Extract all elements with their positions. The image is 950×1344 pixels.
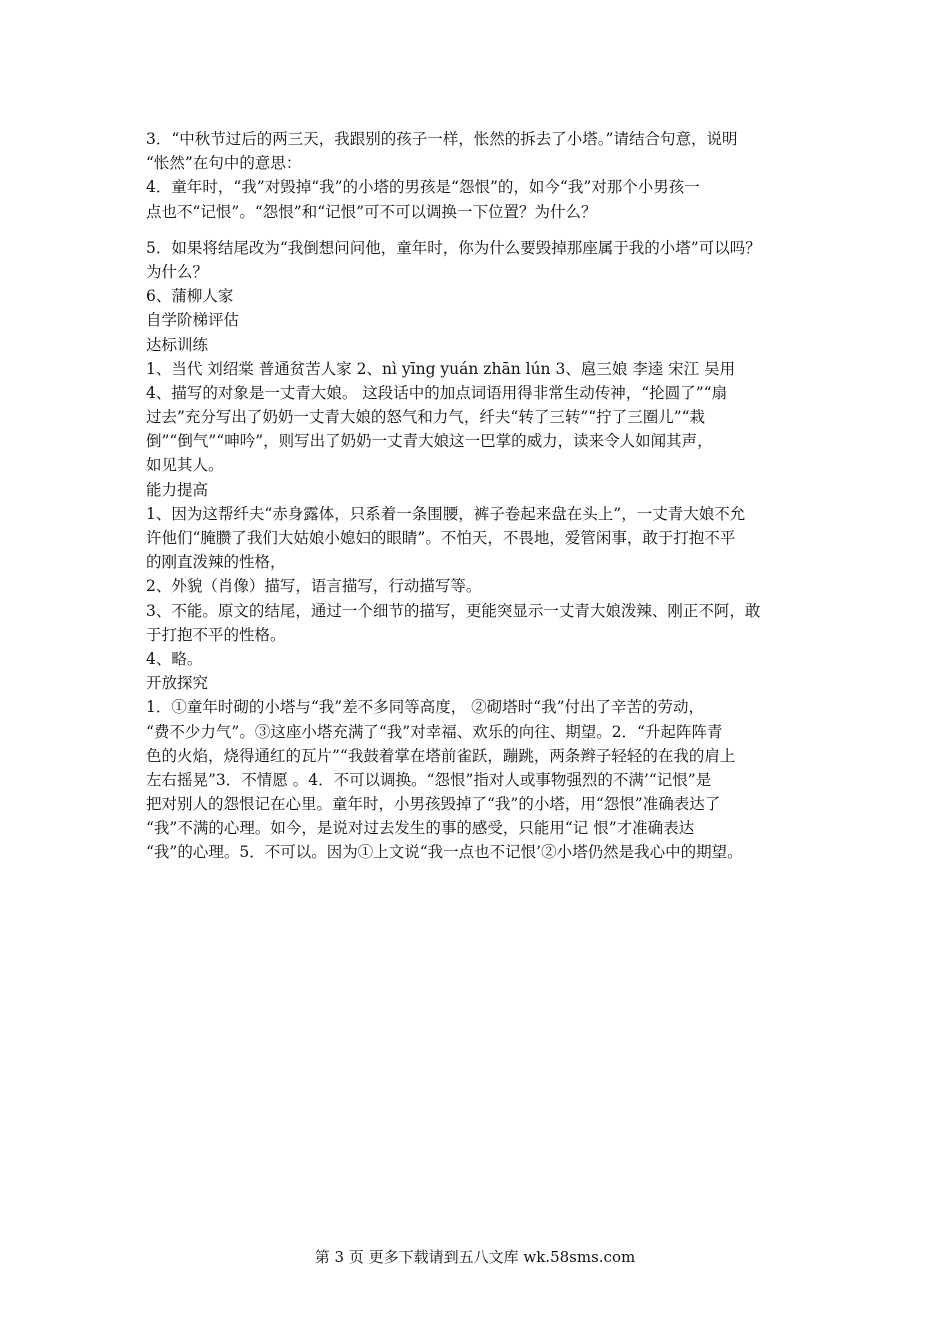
- text-line: 色的火焰，烧得通红的瓦片”“我鼓着掌在塔前雀跃，蹦跳，两条辫子轻轻的在我的肩上: [146, 746, 736, 765]
- text-line: “我”不满的心理。如今，是说对过去发生的事的感受，只能用“记 恨”才准确表达: [146, 819, 695, 838]
- page-footer: 第 3 页 更多下载请到五八文库 wk.58sms.com: [314, 1248, 636, 1266]
- text-line: 过去”充分写出了奶奶一丈青大娘的怒气和力气，纤夫“转了三转”“拧了三圈儿”“栽: [146, 408, 706, 427]
- text-line: 1、当代 刘绍棠 普通贫苦人家 2、nì yīng yuán zhān lún 3、扈三娘 李逵 宋江 吴用: [146, 359, 736, 378]
- text-line: 把对别人的怨恨记在心里。童年时，小男孩毁掉了“我”的小塔，用“怨恨”准确表达了: [146, 795, 721, 814]
- text-line: 为什么？: [146, 262, 209, 281]
- section-heading: 能力提高: [146, 480, 209, 499]
- text-line: 5．如果将结尾改为“我倒想问问他，童年时，你为什么要毁掉那座属于我的小塔”可以吗？: [146, 238, 761, 257]
- section-heading: 自学阶梯评估: [146, 311, 240, 330]
- text-line: 倒”“倒气”“呻吟”，则写出了奶奶一丈青大娘这一巴掌的威力，读来令人如闻其声，: [146, 432, 713, 451]
- blank-line: [146, 224, 826, 236]
- text-line: 4、略。: [146, 649, 203, 668]
- text-line: “费不少力气”。③这座小塔充满了“我”对幸福、欢乐的向往、期望。2．“升起阵阵青: [146, 722, 723, 741]
- text-line: 如见其人。: [146, 456, 224, 475]
- text-line: “怅然”在句中的意思：: [146, 154, 302, 173]
- text-line: 2、外貌（肖像）描写，语言描写，行动描写等。: [146, 577, 482, 596]
- text-line: 1．①童年时砌的小塔与“我”差不多同等高度， ②砌塔时“我”付出了辛苦的劳动，: [146, 698, 704, 717]
- text-line: 左右摇晃”3．不情愿 。4．不可以调换。“怨恨”指对人或事物强烈的不满’“记恨”是: [146, 770, 712, 789]
- text-line: 4．童年时，“我”对毁掉“我”的小塔的男孩是“怨恨”的，如今“我”对那个小男孩一: [146, 178, 700, 197]
- text-line: 1、因为这帮纤夫“赤身露体，只系着一条围腰，裤子卷起来盘在头上”，一丈青大娘不允: [146, 504, 746, 523]
- text-line: 4、描写的对象是一丈青大娘。 这段话中的加点词语用得非常生动传神，“抡圆了”“扇: [146, 383, 728, 402]
- text-line: 3、不能。原文的结尾，通过一个细节的描写，更能突显示一丈青大娘泼辣、刚正不阿，敢: [146, 601, 761, 620]
- text-line: 的刚直泼辣的性格，: [146, 553, 286, 572]
- section-heading: 达标训练: [146, 335, 209, 354]
- text-line: “我”的心理。5．不可以。因为①上文说“我一点也不记恨’②小塔仍然是我心中的期望。: [146, 843, 743, 862]
- text-line: 于打抱不平的性格。: [146, 625, 286, 644]
- text-line: 许他们“腌臜了我们大姑娘小媳妇的眼睛”。不怕天，不畏地，爱管闲事，敢于打抱不平: [146, 529, 736, 547]
- text-line: 点也不“记恨”。“怨恨”和“记恨”可不可以调换一下位置？为什么？: [146, 202, 597, 221]
- text-line: 3．“中秋节过后的两三天，我跟别的孩子一样，怅然的拆去了小塔。”请结合句意，说明: [146, 130, 738, 148]
- document-body: [146, 127, 826, 865]
- section-title: 6、蒲柳人家: [146, 287, 234, 306]
- section-heading: 开放探究: [146, 674, 209, 693]
